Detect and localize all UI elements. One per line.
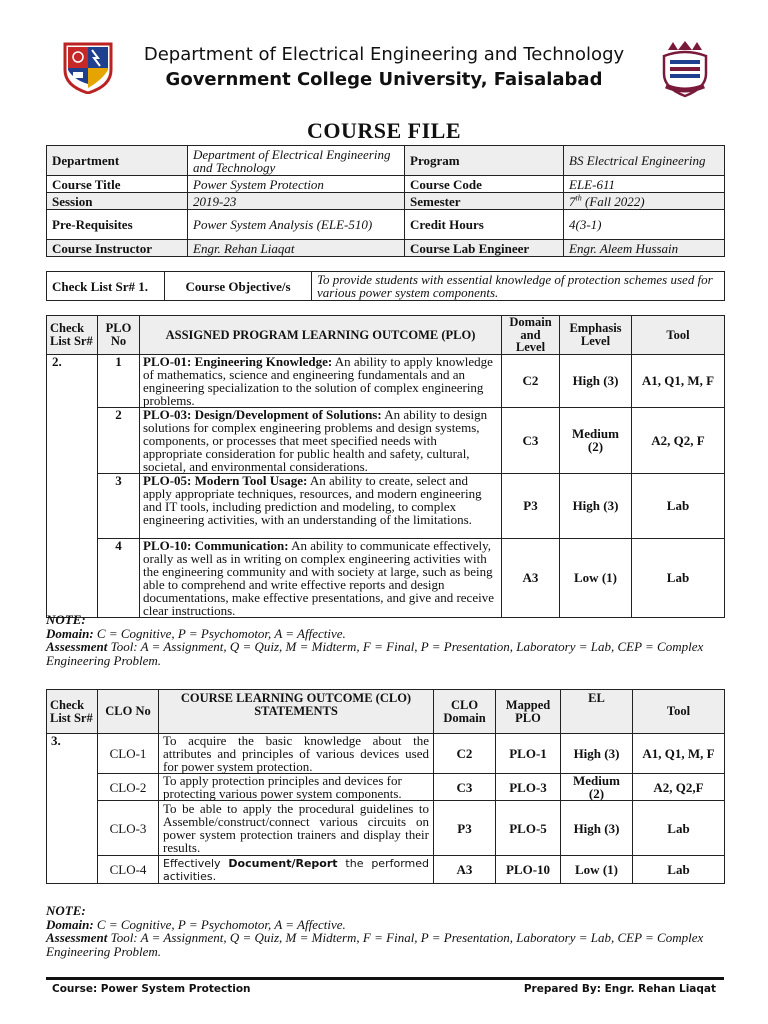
prereq-label: Pre-Requisites	[47, 210, 188, 240]
semester-term: (Fall 2022)	[581, 193, 645, 209]
document-header	[0, 42, 768, 92]
table-row	[47, 538, 725, 617]
table-row	[47, 734, 725, 774]
clo-mapped-plo: PLO-3	[496, 774, 561, 801]
semester-label: Semester	[405, 193, 564, 210]
table-row	[47, 473, 725, 538]
objective-value: To provide students with essential knowledge of protection schemes used for various power system components.	[312, 272, 725, 301]
clo-tool: Lab	[633, 856, 725, 884]
plo-note	[46, 613, 726, 667]
credit-hours-label: Credit Hours	[405, 210, 564, 240]
plo-domain: A3	[502, 538, 560, 617]
note-domain-text: C = Cognitive, P = Psychomotor, A = Affective.	[93, 625, 346, 641]
department-label: Department	[47, 146, 188, 176]
plo-tool: A2, Q2, F	[632, 407, 725, 473]
plo-emphasis: High (3)	[560, 354, 632, 407]
course-title-value: Power System Protection	[188, 176, 405, 193]
plo-text: An ability to design solutions for complex engineering problems and design systems, components, or processes that meet specified needs with appropriate consideration for public health and safety, cultural, societal, and environmental considerations.	[143, 406, 488, 474]
program-label: Program	[405, 146, 564, 176]
clo-statement-part: Effectively	[163, 856, 229, 870]
clo-statement: To be able to apply the procedural guidelines to Assemble/construct/connect various circuits on power system protection trainers and display their results.	[159, 801, 434, 856]
plo-tool-header: Tool	[632, 316, 725, 355]
clo-domain: C2	[434, 734, 496, 774]
semester-suffix: th	[575, 193, 582, 203]
plo-tool: Lab	[632, 538, 725, 617]
program-value: BS Electrical Engineering	[564, 146, 725, 176]
table-row	[47, 801, 725, 856]
plo-text: An ability to apply knowledge of mathematics, science and engineering fundamentals and an engineering specialization to the solution of complex engineering problems.	[143, 353, 493, 408]
plo-emphasis-header: Emphasis Level	[560, 316, 632, 355]
semester-value	[564, 193, 725, 210]
clo-el: Low (1)	[561, 856, 633, 884]
plo-title: PLO-03: Design/Development of Solutions:	[143, 406, 382, 422]
department-heading: Department of Electrical Engineering and Technology	[143, 44, 625, 65]
clo-domain-header: CLO Domain	[434, 690, 496, 734]
plo-tool: Lab	[632, 473, 725, 538]
plo-domain: C2	[502, 354, 560, 407]
clo-statement-emphasis: Document/Report	[228, 856, 338, 870]
clo-tool: Lab	[633, 801, 725, 856]
table-row	[47, 176, 725, 193]
note-heading: NOTE:	[46, 903, 86, 918]
plo-tool: A1, Q1, M, F	[632, 354, 725, 407]
clo-el: High (3)	[561, 801, 633, 856]
note-assessment-label: Assessment	[46, 930, 108, 945]
credit-hours-value: 4(3-1)	[564, 210, 725, 240]
course-info-table	[46, 145, 725, 257]
note-domain-label: Domain:	[46, 916, 94, 932]
clo-number: CLO-3	[98, 801, 159, 856]
plo-text: An ability to communicate effectively, orally as well as in writing on complex engineering activities with the engineering community and with society at large, such as being able to comprehend and write effective reports and design documentations, make effective presentations, and give and receive clear instructions.	[143, 537, 494, 618]
clo-statement: To acquire the basic knowledge about the attributes and principles of various devices used for power system protection.	[159, 734, 434, 774]
clo-el-header: EL	[561, 690, 633, 734]
clo-domain: P3	[434, 801, 496, 856]
table-header-row	[47, 690, 725, 734]
plo-emphasis: High (3)	[560, 473, 632, 538]
plo-assigned-header: ASSIGNED PROGRAM LEARNING OUTCOME (PLO)	[140, 316, 502, 355]
lab-engineer-value: Engr. Aleem Hussain	[564, 240, 725, 257]
plo-domain-header: Domain and Level	[502, 316, 560, 355]
plo-emphasis: Medium (2)	[560, 407, 632, 473]
clo-domain: A3	[434, 856, 496, 884]
plo-emphasis: Low (1)	[560, 538, 632, 617]
plo-number: 1	[98, 354, 140, 407]
course-title-label: Course Title	[47, 176, 188, 193]
clo-number: CLO-4	[98, 856, 159, 884]
plo-title: PLO-05: Modern Tool Usage:	[143, 472, 308, 488]
footer-course: Course: Power System Protection	[52, 983, 251, 995]
plo-description	[140, 473, 502, 538]
clo-statements-header: COURSE LEARNING OUTCOME (CLO) STATEMENTS	[159, 690, 434, 734]
clo-table	[46, 689, 725, 884]
clo-mapped-header: Mapped PLO	[496, 690, 561, 734]
course-code-value: ELE-611	[564, 176, 725, 193]
session-value: 2019-23	[188, 193, 405, 210]
clo-mapped-plo: PLO-1	[496, 734, 561, 774]
clo-el: High (3)	[561, 734, 633, 774]
clo-checklist-header: Check List Sr#	[47, 690, 98, 734]
semester-number: 7	[569, 193, 576, 209]
table-row	[47, 407, 725, 473]
plo-domain: C3	[502, 407, 560, 473]
plo-title: PLO-10: Communication:	[143, 537, 289, 553]
instructor-label: Course Instructor	[47, 240, 188, 257]
department-value: Department of Electrical Engineering and Technology	[188, 146, 405, 176]
table-row	[47, 354, 725, 407]
plo-text: An ability to create, select and apply appropriate techniques, resources, and modern engineering and IT tools, including prediction and modeling, to complex engineering activities, with an understanding of the limitations.	[143, 472, 482, 527]
clo-el: Medium (2)	[561, 774, 633, 801]
plo-description	[140, 407, 502, 473]
course-code-label: Course Code	[405, 176, 564, 193]
plo-number: 4	[98, 538, 140, 617]
note-assessment-label: Assessment	[46, 639, 108, 654]
clo-note	[46, 904, 726, 958]
clo-number: CLO-1	[98, 734, 159, 774]
plo-checklist-header: Check List Sr#	[47, 316, 98, 355]
clo-checklist-sr: 3.	[47, 734, 98, 884]
clo-no-header: CLO No	[98, 690, 159, 734]
university-heading: Government College University, Faisalabad	[165, 69, 603, 90]
note-assessment-text: Tool: A = Assignment, Q = Quiz, M = Midterm, F = Final, P = Presentation, Laboratory = Lab, CEP = Complex Engineering Problem.	[46, 930, 704, 959]
clo-statement	[159, 856, 434, 884]
table-header-row	[47, 316, 725, 355]
plo-description	[140, 538, 502, 617]
objective-checklist: Check List Sr# 1.	[47, 272, 165, 301]
instructor-value: Engr. Rehan Liaqat	[188, 240, 405, 257]
plo-number: 2	[98, 407, 140, 473]
plo-table	[46, 315, 725, 618]
table-row	[47, 146, 725, 176]
clo-tool-header: Tool	[633, 690, 725, 734]
page-footer	[52, 983, 716, 995]
plo-title: PLO-01: Engineering Knowledge:	[143, 353, 333, 369]
course-objective-table	[46, 271, 725, 301]
clo-domain: C3	[434, 774, 496, 801]
note-assessment-text: Tool: A = Assignment, Q = Quiz, M = Midterm, F = Final, P = Presentation, Laboratory = Lab, CEP = Complex Engineering Problem.	[46, 639, 704, 668]
note-heading: NOTE:	[46, 612, 86, 627]
table-row	[47, 774, 725, 801]
table-row	[47, 856, 725, 884]
plo-number: 3	[98, 473, 140, 538]
plo-checklist-sr: 2.	[47, 354, 98, 617]
note-domain-text: C = Cognitive, P = Psychomotor, A = Affective.	[93, 916, 346, 932]
table-row	[47, 193, 725, 210]
clo-mapped-plo: PLO-10	[496, 856, 561, 884]
session-label: Session	[47, 193, 188, 210]
plo-domain: P3	[502, 473, 560, 538]
clo-tool: A2, Q2,F	[633, 774, 725, 801]
objective-label: Course Objective/s	[165, 272, 312, 301]
table-row	[47, 210, 725, 240]
lab-engineer-label: Course Lab Engineer	[405, 240, 564, 257]
clo-tool: A1, Q1, M, F	[633, 734, 725, 774]
page-title: COURSE FILE	[306, 118, 462, 143]
footer-divider	[46, 977, 724, 980]
footer-prepared-by: Prepared By: Engr. Rehan Liaqat	[523, 983, 716, 995]
clo-mapped-plo: PLO-5	[496, 801, 561, 856]
prereq-value: Power System Analysis (ELE-510)	[188, 210, 405, 240]
plo-no-header: PLO No	[98, 316, 140, 355]
clo-statement-part: the performed activities.	[163, 856, 429, 883]
table-row	[47, 240, 725, 257]
clo-statement: To apply protection principles and devices for protecting various power system components.	[159, 774, 434, 801]
plo-description	[140, 354, 502, 407]
table-row	[47, 272, 725, 301]
note-domain-label: Domain:	[46, 625, 94, 641]
clo-number: CLO-2	[98, 774, 159, 801]
